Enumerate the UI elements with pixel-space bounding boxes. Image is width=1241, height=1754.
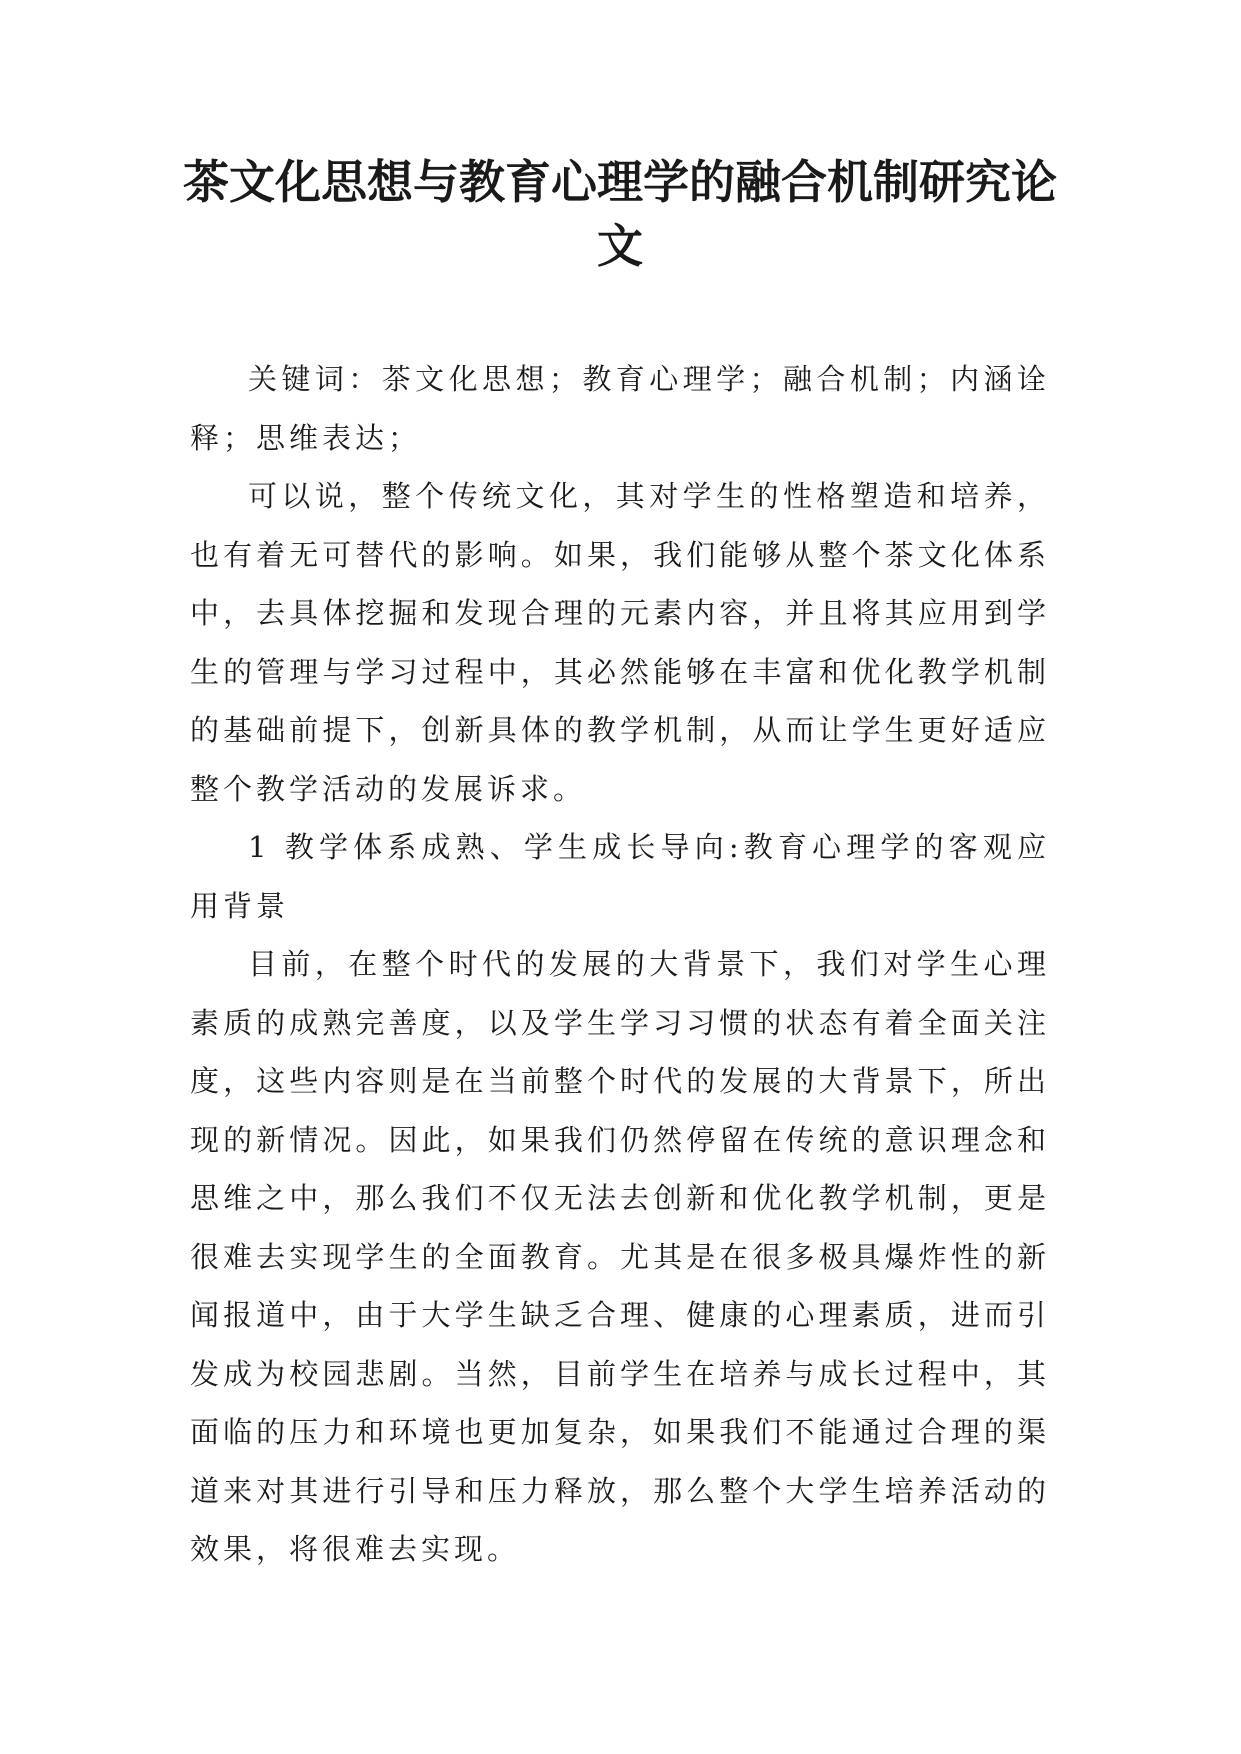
document-title: 茶文化思想与教育心理学的融合机制研究论文 [183,155,1057,273]
keywords-paragraph: 关键词：茶文化思想；教育心理学；融合机制；内涵诠释；思维表达； [190,362,1050,455]
body-paragraph: 目前，在整个时代的发展的大背景下，我们对学生心理素质的成熟完善度，以及学生学习习惯的状态有着全面关注度，这些内容则是在当前整个时代的发展的大背景下，所出现的新情况。因此，如果我们仍然停留在传统的意识理念和思维之中，那么我们不仅无法去创新和优化教学机制，更是很难去实现学生的全面教育。尤其是在很多极具爆炸性的新闻报道中，由于大学生缺乏合理、健康的心理素质，进而引发成为校园悲剧。当然，目前学生在培养与成长过程中，其面临的压力和环境也更加复杂，如果我们不能通过合理的渠道来对其进行引导和压力释放，那么整个大学生培养活动的效果，将很难去实现。 [190,947,1050,1566]
intro-paragraph: 可以说，整个传统文化，其对学生的性格塑造和培养，也有着无可替代的影响。如果，我们能够从整个茶文化体系中，去具体挖掘和发现合理的元素内容，并且将其应用到学生的管理与学习过程中，其必然能够在丰富和优化教学机制的基础前提下，创新具体的教学机制，从而让学生更好适应整个教学活动的发展诉求。 [190,479,1050,806]
document-body [190,350,1050,1579]
section-heading: 1 教学体系成熟、学生成长导向:教育心理学的客观应用背景 [190,830,1050,923]
